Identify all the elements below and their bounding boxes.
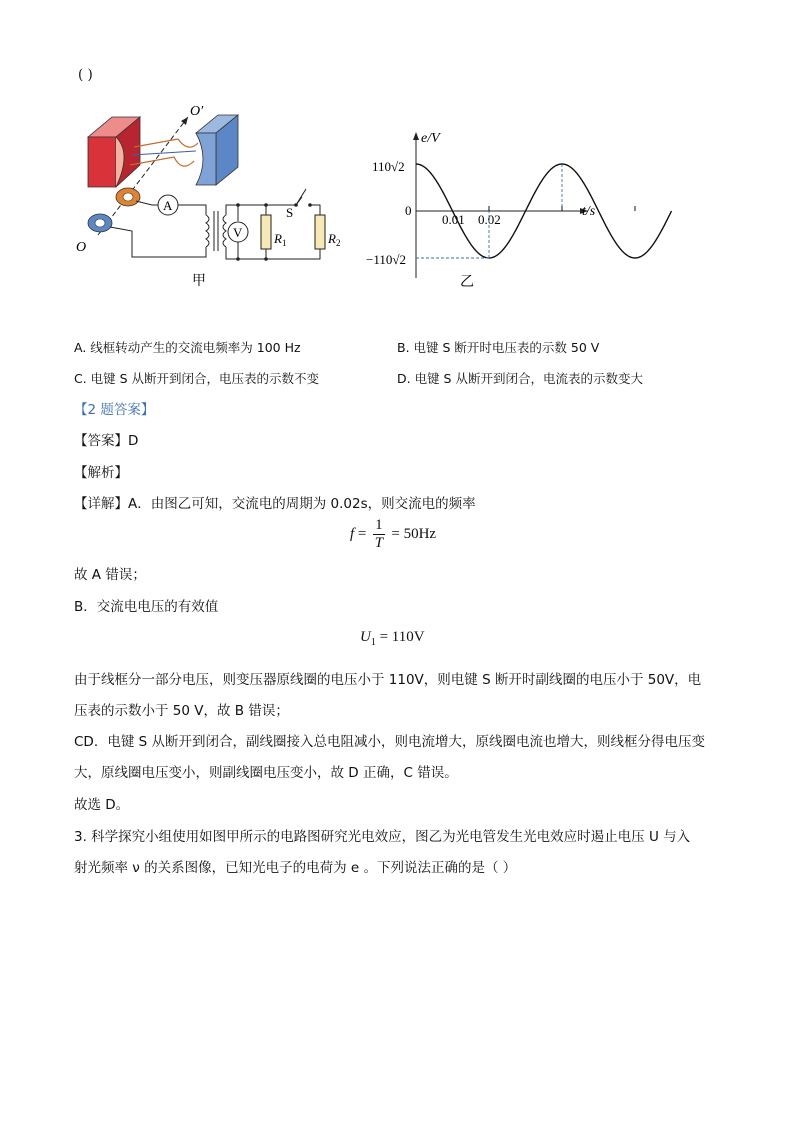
- origin-label: 0: [405, 203, 412, 218]
- wire-primary-top: [136, 201, 158, 205]
- resistor-r1: [261, 215, 271, 249]
- analysis-cd-line2: 大，原线圈电压变小，则副线圈电压变小，故 D 正确，C 错误。: [74, 765, 458, 781]
- formula-frequency: f = $\frac{1}{T}$ = 50Hz: [350, 517, 437, 551]
- option-a[interactable]: A. 线框转动产生的交流电频率为 100 Hz: [74, 340, 301, 355]
- analysis-header: 【解析】: [74, 465, 128, 481]
- option-b[interactable]: B. 电键 S 断开时电压表的示数 50 V: [397, 340, 600, 355]
- figure-yi-chart: [360, 120, 610, 290]
- y-min-label: −110√2: [366, 252, 406, 267]
- analysis-cd-line1: CD．电键 S 从断开到闭合，副线圈接入总电阻减小，则电流增大，原线圈电流也增大，则线框分得电压变: [74, 734, 705, 750]
- question-tail: ( ): [78, 67, 93, 83]
- tick-label-001: 0.01: [442, 212, 465, 227]
- transformer-secondary-coil: [223, 215, 226, 247]
- answer-section-header: 【2 题答案】: [74, 402, 155, 418]
- voltmeter-label: V: [233, 225, 243, 240]
- resistor-r2: [315, 215, 325, 249]
- magnet-red-front: [88, 137, 116, 187]
- magnet-blue-face: [196, 133, 216, 185]
- analysis-b-line1: 由于线框分一部分电压，则变压器原线圈的电压小于 110V，则电键 S 断开时副线圈的电压小于 50V，电: [74, 672, 702, 688]
- switch: [296, 189, 306, 205]
- wire-secondary-bottom: [226, 247, 320, 259]
- r1-label: $R_1$: [274, 231, 287, 248]
- answer-line: 【答案】D: [74, 433, 139, 449]
- x-axis-label: t/s: [582, 204, 596, 219]
- label-o: O: [76, 240, 87, 255]
- y-max-label: 110√2: [372, 159, 405, 174]
- wire-primary-top-2: [178, 205, 206, 215]
- y-axis-arrow: [413, 132, 419, 140]
- label-o-prime: O′: [190, 104, 204, 119]
- question3-line2: 射光频率 ν 的关系图像，已知光电子的电荷为 e 。下列说法正确的是（ ）: [74, 860, 517, 876]
- conclusion: 故选 D。: [74, 797, 130, 813]
- transformer-primary-coil: [206, 215, 209, 247]
- detail-b: B．交流电电压的有效值: [74, 599, 219, 615]
- switch-label: S: [286, 205, 294, 220]
- a-wrong: 故 A 错误；: [74, 567, 146, 583]
- tick-label-002: 0.02: [478, 212, 501, 227]
- question3-line1: 3. 科学探究小组使用如图甲所示的电路图研究光电效应，图乙为光电管发生光电效应时遏止电压 U 与入: [74, 829, 691, 845]
- formula-effective-voltage: $U_1 = 110V$: [360, 629, 425, 648]
- option-c[interactable]: C. 电键 S 从断开到闭合，电压表的示数不变: [74, 371, 320, 386]
- figure-jia: [70, 95, 340, 295]
- analysis-b-line2: 压表的示数小于 50 V，故 B 错误；: [74, 703, 289, 719]
- figure-jia-caption: 甲: [192, 274, 206, 289]
- detail-a: 【详解】A．由图乙可知，交流电的周期为 0.02s，则交流电的频率: [74, 496, 476, 512]
- wire-primary-bottom: [110, 227, 206, 257]
- axis-arrow: [181, 117, 188, 125]
- figure-yi-caption: 乙: [460, 275, 474, 290]
- y-axis-label: e/V: [421, 131, 440, 146]
- r2-label: $R_2$: [328, 231, 341, 248]
- coil-loop-blue: [132, 151, 196, 155]
- ammeter-label: A: [163, 198, 173, 213]
- option-d[interactable]: D. 电键 S 从断开到闭合，电流表的示数变大: [397, 371, 643, 386]
